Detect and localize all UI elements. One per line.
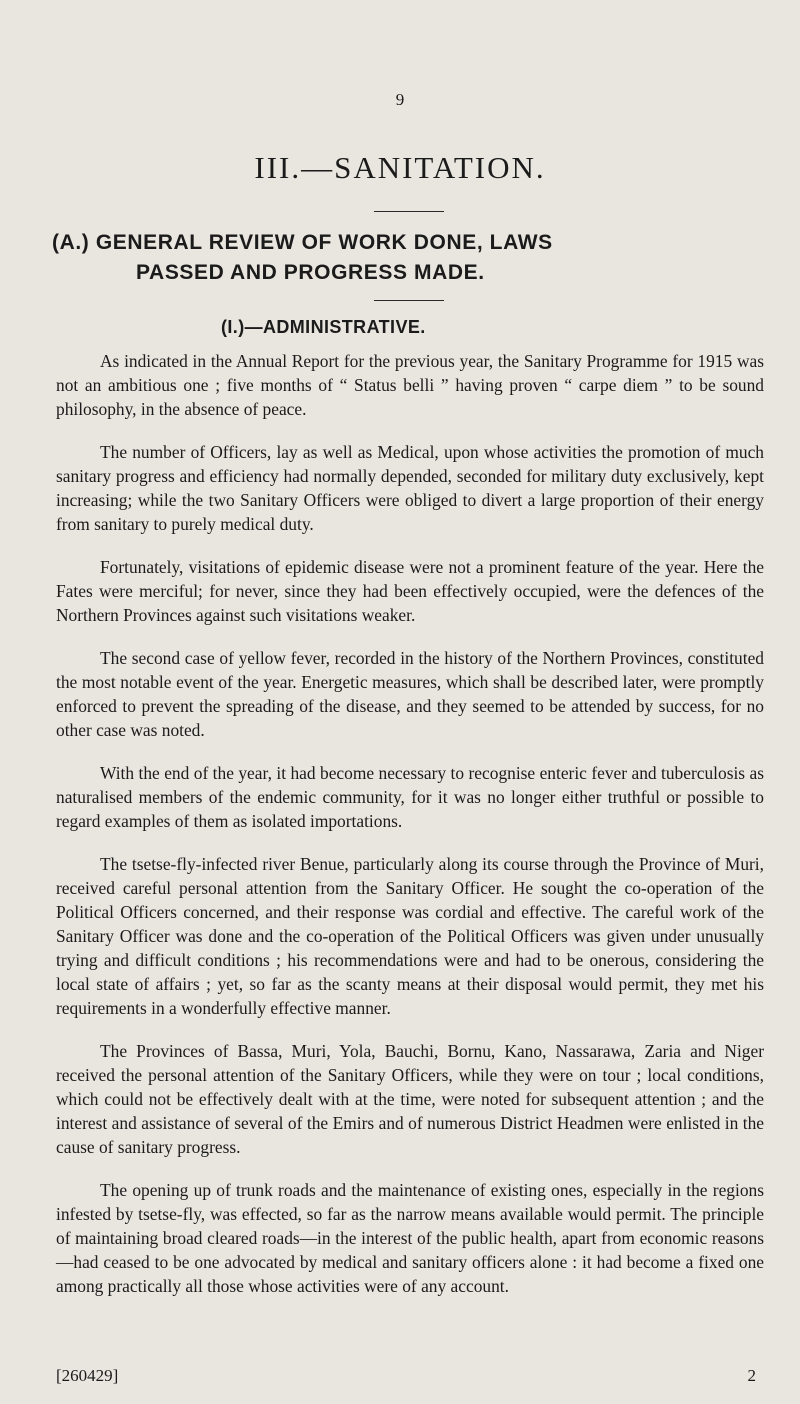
paragraph: Fortunately, visitations of epidemic disease were not a prominent feature of the year. Here the Fates were merciful; for never, since they had been effectively occupied, were the defences of the Northern Provinces against such visitations weaker.	[56, 557, 764, 625]
subsection-title-line-2: PASSED AND PROGRESS MADE.	[136, 261, 485, 284]
subsection-title-line-1: (A.) GENERAL REVIEW OF WORK DONE, LAWS	[52, 231, 553, 254]
paragraph: The number of Officers, lay as well as Medical, upon whose activities the promotion of much sanitary progress and efficiency had normally depended, seconded for military duty exclusively, kept increasing; while the two Sanitary Officers were obliged to divert a large proportion of their energy from sanitary to purely medical duty.	[56, 442, 764, 534]
section-rule-lower	[374, 300, 444, 301]
paragraph: The tsetse-fly-infected river Benue, particularly along its course through the Province of Muri, received careful personal attention from the Sanitary Officer. He sought the co-operation of the Political Officers concerned, and their response was cordial and effective. The careful work of the Sanitary Officer was done and the co-operation of the Political Officers was given under unusually trying and difficult conditions ; his recommendations were and had to be onerous, considering the local state of affairs ; yet, so far as the scanty means at their disposal would permit, they met his requirements in a wonderfully effective manner.	[56, 854, 764, 1018]
paragraph: The opening up of trunk roads and the maintenance of existing ones, especially in the regions infested by tsetse-fly, was effected, so far as the narrow means available would permit. The principle of maintaining broad cleared roads—in the interest of the public health, apart from economic reasons—had ceased to be one advocated by medical and sanitary officers alone : it had become a fixed one among practically all those whose activities were of any account.	[56, 1180, 764, 1296]
page-number: 9	[395, 90, 405, 109]
paragraph: As indicated in the Annual Report for the previous year, the Sanitary Programme for 1915 was not an ambitious one ; five months of “ Status belli ” having proven “ carpe diem ” to be sound philosophy, in the absence of peace.	[56, 351, 764, 419]
paragraph: The second case of yellow fever, recorded in the history of the Northern Provinces, constituted the most notable event of the year. Energetic measures, which shall be described later, were promptly enforced to prevent the spreading of the disease, and they seemed to be attended by success, for no other case was noted.	[56, 648, 764, 740]
page-footer	[56, 1366, 764, 1386]
administrative-heading: (I.)—ADMINISTRATIVE.	[221, 317, 426, 337]
body-text	[56, 349, 764, 1317]
print-code: [260429]	[56, 1366, 119, 1385]
section-title: III.—SANITATION.	[254, 150, 546, 185]
section-rule-upper	[374, 211, 444, 212]
paragraph: With the end of the year, it had become necessary to recognise enteric fever and tuberculosis as naturalised members of the endemic community, for it was no longer either truthful or possible to regard examples of them as isolated importations.	[56, 763, 764, 831]
signature-mark: 2	[747, 1366, 756, 1385]
paragraph: The Provinces of Bassa, Muri, Yola, Bauchi, Bornu, Kano, Nassarawa, Zaria and Niger received the personal attention of the Sanitary Officers, while they were on tour ; local conditions, which could not be effectively dealt with at the time, were noted for subsequent attention ; and the interest and assistance of several of the Emirs and of numerous District Headmen were enlisted in the cause of sanitary progress.	[56, 1041, 764, 1157]
